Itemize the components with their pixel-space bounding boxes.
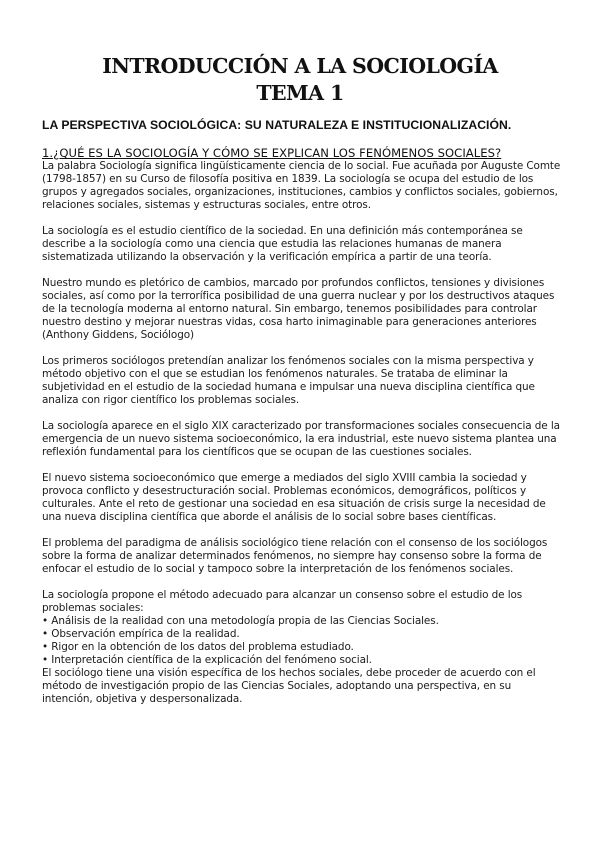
paragraph: El nuevo sistema socioeconómico que emerge a mediados del siglo XVIII cambia la sociedad y provoca conflicto y desestructuración social. Problemas económicos, demográficos, políticos y culturales. Ante el reto de gestionar una sociedad en esa situación de crisis surge la necesidad de una nueva disciplina científica que aborde el análisis de lo social sobre bases científicas.	[42, 472, 546, 523]
closing-paragraph: El sociólogo tiene una visión específica de los hechos sociales, debe proceder de acuerdo con el método de investigación propio de las Ciencias Sociales, adoptando una perspectiva, en su intención, objetiva y despersonalizada.	[42, 667, 536, 705]
paragraph: La sociología aparece en el siglo XIX caracterizado por transformaciones sociales consecuencia de la emergencia de un nuevo sistema socioeconómico, la era industrial, este nuevo sistema plantea una reflexión fundamental para los científicos que se ocupan de las cuestiones sociales.	[42, 420, 560, 458]
document-subtitle-tema: TEMA 1	[256, 81, 344, 105]
section-title: LA PERSPECTIVA SOCIOLÓGICA: SU NATURALEZA E INSTITUCIONALIZACIÓN.	[42, 118, 512, 132]
paragraph: El problema del paradigma de análisis sociológico tiene relación con el consenso de los sociólogos sobre la forma de analizar determinados fenómenos, no siempre hay consenso sobre la forma de enfocar el estudio de lo social y tampoco sobre la interpretación de los fenómenos sociales.	[42, 537, 548, 575]
paragraph: La sociología es el estudio científico de la sociedad. En una definición más contemporánea se describe a la sociología como una ciencia que estudia las relaciones humanas de manera sistematizada utilizando la observación y la verificación empírica a partir de una teoría.	[42, 225, 523, 263]
document-title: INTRODUCCIÓN A LA SOCIOLOGÍA	[102, 54, 498, 78]
list-item: • Interpretación científica de la explicación del fenómeno social.	[42, 654, 372, 666]
document-body	[42, 147, 562, 719]
paragraph: La sociología propone el método adecuado para alcanzar un consenso sobre el estudio de los problemas sociales:	[42, 589, 523, 614]
paragraph: La palabra Sociología significa lingüísticamente ciencia de lo social. Fue acuñada por Auguste Comte (1798-1857) en su Curso de filosofía positiva en 1839. La sociología se ocupa del estudio de los grupos y agregados sociales, organizaciones, instituciones, cambios y conflictos sociales, gobiernos, relaciones sociales, sistemas y estructuras sociales, entre otros.	[42, 160, 561, 211]
method-list	[42, 615, 562, 667]
list-item: • Análisis de la realidad con una metodología propia de las Ciencias Sociales.	[42, 615, 439, 627]
list-item: • Observación empírica de la realidad.	[42, 628, 240, 640]
paragraph: Nuestro mundo es pletórico de cambios, marcado por profundos conflictos, tensiones y divisiones sociales, así como por la terrorífica posibilidad de una guerra nuclear y por los destructivos ataques de la tecnología moderna al entorno natural. Sin embargo, tenemos posibilidades para controlar nuestro destino y mejorar nuestras vidas, cosa harto inimaginable para generaciones anteriores (Anthony Giddens, Sociólogo)	[42, 277, 555, 341]
paragraph: Los primeros sociólogos pretendían analizar los fenómenos sociales con la misma perspectiva y método objetivo con el que se estudian los fenómenos naturales. Se trataba de eliminar la subjetividad en el estudio de la sociedad humana e impulsar una nueva disciplina científica que analiza con rigor científico los problemas sociales.	[42, 355, 535, 406]
list-item: • Rigor en la obtención de los datos del problema estudiado.	[42, 641, 354, 653]
section-heading: 1.¿QUÉ ES LA SOCIOLOGÍA Y CÓMO SE EXPLICAN LOS FENÓMENOS SOCIALES?	[42, 146, 502, 160]
